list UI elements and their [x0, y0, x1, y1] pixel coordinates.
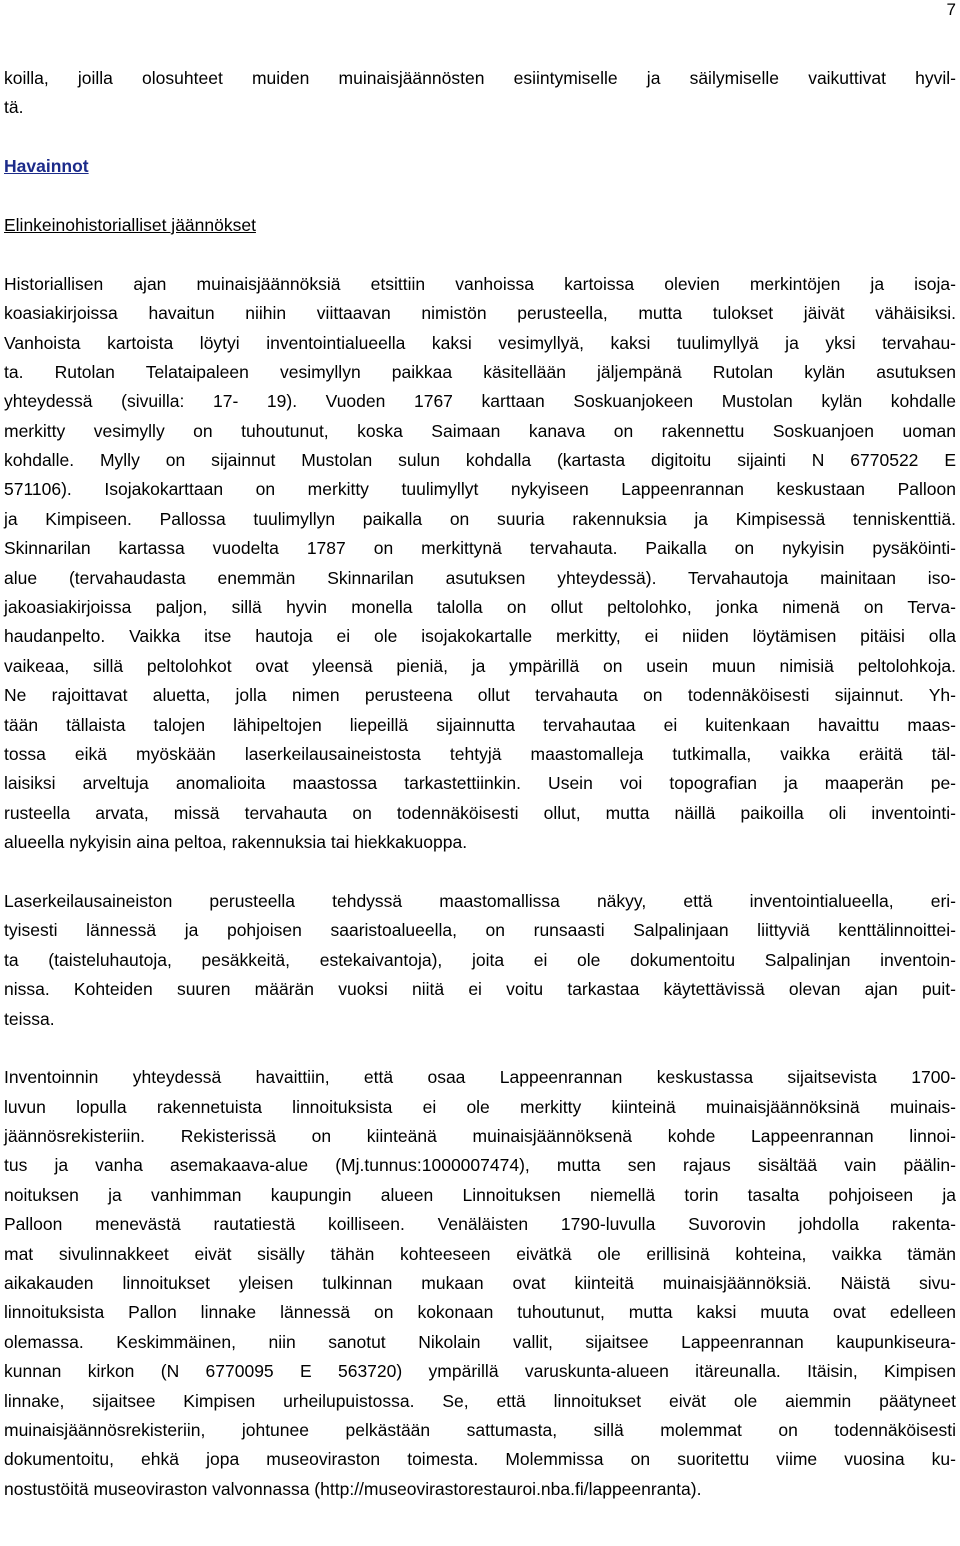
text-line: Ne rajoittavat aluetta, jolla nimen perusteena ollut tervahauta on todennäköisesti sijainnut. Yh- [4, 685, 956, 706]
paragraph-fortifications [4, 1063, 956, 1504]
text-line: tus ja vanha asemakaava-alue (Mj.tunnus:1000007474), mutta sen rajaus sisältää vain päälin- [4, 1155, 956, 1176]
text-line: aikakauden linnoitukset yleisen tulkinnan mukaan ovat kiinteitä muinaisjäännöksiä. Näistä sivu- [4, 1273, 956, 1294]
text-line: koasiakirjoissa havaitun niihin viittaavan nimistön perusteella, mutta tulokset jäivät vähäisiksi. [4, 303, 956, 324]
text-line: ja Kimpiseen. Pallossa tuulimyllyn paikalla on suuria rakennuksia ja Kimpisessä tenniskenttiä. [4, 508, 956, 529]
text-line: linnake, sijaitsee Kimpisen urheilupuistossa. Se, että linnoitukset eivät ole aiemmin päätyneet [4, 1390, 956, 1411]
text-line: Historiallisen ajan muinaisjäännöksiä etsittiin vanhoissa kartoissa olevien merkintöjen ja isoja- [4, 273, 956, 294]
text-line: ta (taisteluhautoja, pesäkkeitä, estekaivantoja), joita ei ole dokumentoitu Salpalinjan inventoin- [4, 949, 956, 970]
paragraph-laser-scanning [4, 887, 956, 1034]
text-line: yhteydessä (sivuilla: 17- 19). Vuoden 1767 karttaan Soskuanjokeen Mustolan kylän kohdalle [4, 391, 956, 412]
text-line: tä. [4, 97, 24, 118]
text-line: noituksen ja vanhimman kaupungin alueen Linnoituksen niemellä torin tasalta pohjoiseen ja [4, 1184, 956, 1205]
text-line: olemassa. Keskimmäinen, niin sanotut Nikolain vallit, sijaitsee Lappeenrannan kaupunkiseura- [4, 1331, 956, 1352]
text-line: haudanpelto. Vaikka itse hautoja ei ole isojakokartalle merkitty, ei niiden löytämisen pitäisi olla [4, 626, 956, 647]
spacer [4, 182, 956, 211]
spacer [4, 123, 956, 152]
text-line: nostustöitä museoviraston valvonnassa (http://museovirastorestauroi.nba.fi/lappeenranta). [4, 1478, 702, 1499]
spacer [4, 1034, 956, 1063]
text-line: Palloon menevästä rautatiestä koilliseen. Venäläisten 1790-luvulla Suvorovin johdolla rakenta- [4, 1214, 956, 1235]
text-line: kunnan kirkon (N 6770095 E 563720) ympärillä varuskunta-alueen itäreunalla. Itäisin, Kimpisen [4, 1361, 956, 1382]
text-line: vaikeaa, sillä peltolohkot ovat yleensä pieniä, ja ympärillä on usein muun nimisiä peltolohkoja. [4, 655, 956, 676]
text-line: linnoituksista Pallon linnake lännessä on kokonaan tuhoutunut, mutta kaksi muuta ovat edelleen [4, 1302, 956, 1323]
text-line: rusteella arvata, missä tervahauta on todennäköisesti ollut, mutta näillä paikoilla oli inventointi- [4, 802, 956, 823]
text-line: jakoasiakirjoissa paljon, sillä hyvin monella talolla on ollut peltolohko, jonka nimenä on Terva- [4, 597, 956, 618]
text-line: tossa eikä myöskään laserkeilausaineistosta tehtyjä maastomalleja tutkimalla, vaikka eräitä täl- [4, 743, 956, 764]
text-line: nissa. Kohteiden suuren määrän vuoksi niitä ei voitu tarkastaa käytettävissä olevan ajan puit- [4, 979, 956, 1000]
text-line: alue (tervahaudasta enemmän Skinnarilan asutuksen yhteydessä). Tervahautoja mainitaan iso- [4, 567, 956, 588]
subsection-heading: Elinkeinohistorialliset jäännökset [4, 214, 256, 235]
text-line: kohdalle. Mylly on sijainnut Mustolan sulun kohdalla (kartasta digitoitu sijainti N 6770522 E [4, 450, 956, 471]
text-line: merkitty vesimylly on tuhoutunut, koska Saimaan kanava on rakennettu Soskuanjoen uoman [4, 420, 956, 441]
text-line: laisiksi arveltuja anomalioita maastossa tarkastettiinkin. Usein voi topografian ja maaperän pe- [4, 773, 956, 794]
text-line: tään tällaista talojen lähipeltojen liepeillä sijainnutta tervahautaa ei kuitenkaan havaittu maas- [4, 714, 956, 735]
page-number: 7 [946, 0, 956, 19]
text-line: Skinnarilan kartassa vuodelta 1787 on merkittynä tervahauta. Paikalla on nykyisin pysäköinti- [4, 538, 956, 559]
paragraph-historical-remains [4, 270, 956, 858]
text-line: koilla, joilla olosuhteet muiden muinaisjäännösten esiintymiselle ja säilymiselle vaikuttivat hyvil- [4, 68, 956, 88]
spacer [4, 240, 956, 269]
text-line: ta. Rutolan Telataipaleen vesimyllyn paikkaa käsitellään jäljempänä Rutolan kylän asutuksen [4, 361, 956, 382]
text-line: mat sivulinnakkeet eivät sisälly tähän kohteeseen eivätkä ole erillisinä kohteina, vaikka tämän [4, 1243, 956, 1264]
text-line: teissa. [4, 1008, 55, 1029]
intro-paragraph [4, 64, 956, 123]
text-line: tyisesti lännessä ja pohjoisen saaristoalueella, on runsaasti Salpalinjaan liittyviä kenttälinnoittei- [4, 920, 956, 941]
text-line: dokumentoitu, ehkä jopa museoviraston toimesta. Molemmissa on suoritettu viime vuosina ku- [4, 1449, 956, 1470]
text-line: Inventoinnin yhteydessä havaittiin, että osaa Lappeenrannan keskustassa sijaitsevista 1700- [4, 1067, 956, 1088]
spacer [4, 858, 956, 887]
page-content [4, 64, 956, 1504]
text-line: luvun lopulla rakennetuista linnoituksista ei ole merkitty kiinteinä muinaisjäännöksinä muinais- [4, 1096, 956, 1117]
text-line: jäännösrekisteriin. Rekisterissä on kiinteänä muinaisjäännöksenä kohde Lappeenrannan linnoi- [4, 1126, 956, 1147]
text-line: Vanhoista kartoista löytyi inventointialueella kaksi vesimyllyä, kaksi tuulimyllyä ja yksi tervahau- [4, 332, 956, 353]
text-line: muinaisjäännösrekisteriin, johtunee pelkästään sattumasta, sillä molemmat on todennäköisesti [4, 1419, 956, 1440]
text-line: alueella nykyisin aina peltoa, rakennuksia tai hiekkakuoppa. [4, 832, 468, 853]
section-heading: Havainnot [4, 156, 89, 177]
text-line: Laserkeilausaineiston perusteella tehdyssä maastomallissa näkyy, että inventointialueella, eri- [4, 890, 956, 911]
text-line: 571106). Isojakokarttaan on merkitty tuulimyllyt nykyiseen Lappeenrannan keskustaan Palloon [4, 479, 956, 500]
